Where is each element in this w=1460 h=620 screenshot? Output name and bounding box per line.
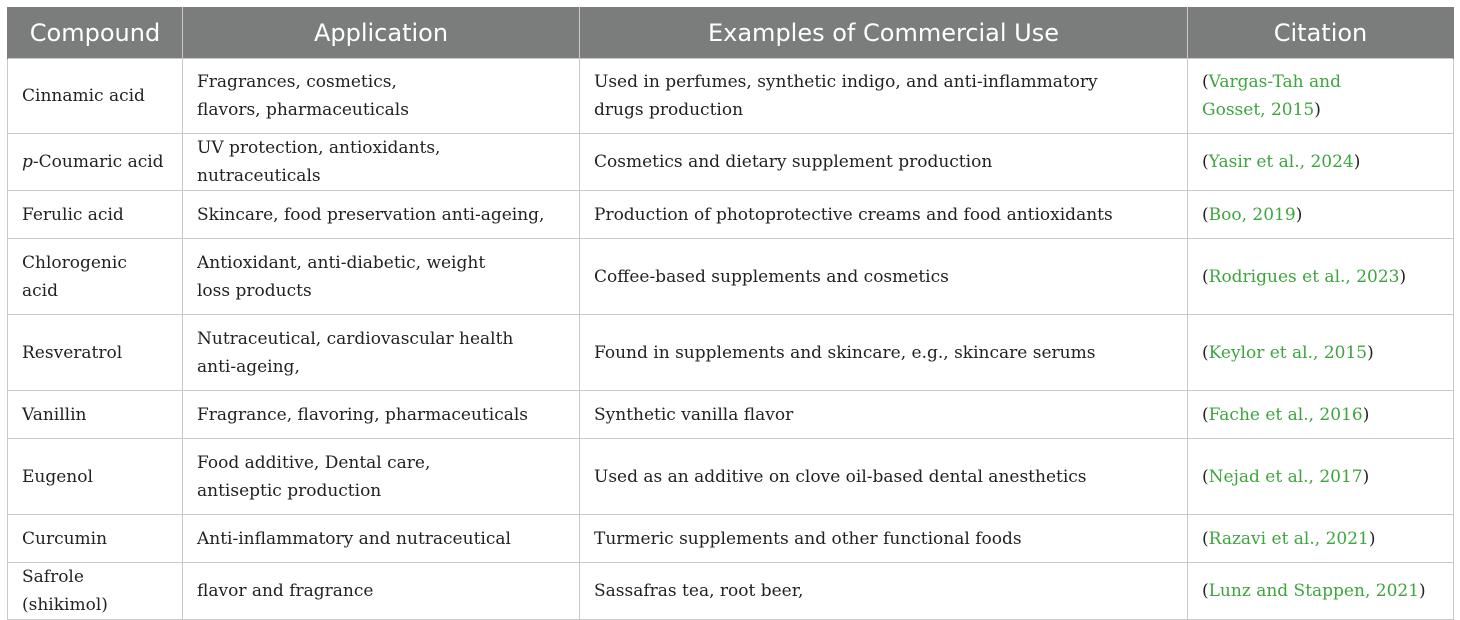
cell-citation: (Keylor et al., 2015): [1188, 315, 1454, 391]
cell-examples: Used as an additive on clove oil-based dental anesthetics: [580, 439, 1188, 515]
compound-name: Safrole (shikimol): [22, 567, 108, 615]
cell-application: flavor and fragrance: [183, 563, 580, 620]
cell-examples: Used in perfumes, synthetic indigo, and anti-inflammatory drugs production: [580, 59, 1188, 134]
compound-name: Curcumin: [22, 528, 108, 549]
header-examples: Examples of Commercial Use: [580, 7, 1188, 59]
cell-citation: (Lunz and Stappen, 2021): [1188, 563, 1454, 620]
cell-examples: Cosmetics and dietary supplement production: [580, 134, 1188, 191]
citation-link[interactable]: Razavi et al., 2021: [1208, 528, 1369, 549]
header-application: Application: [183, 7, 580, 59]
cell-compound: [8, 439, 183, 515]
compound-name: Ferulic acid: [22, 204, 124, 225]
compound-prefix: p: [22, 152, 33, 172]
cell-examples: Sassafras tea, root beer,: [580, 563, 1188, 620]
cell-application: Fragrance, flavoring, pharmaceuticals: [183, 391, 580, 439]
cell-application: UV protection, antioxidants, nutraceuticals: [183, 134, 580, 191]
cell-examples: Production of photoprotective creams and food antioxidants: [580, 191, 1188, 239]
table-row: [8, 191, 1454, 239]
cell-compound: [8, 239, 183, 315]
cell-compound: [8, 191, 183, 239]
table-row: [8, 391, 1454, 439]
cell-compound: [8, 315, 183, 391]
cell-citation: (Rodrigues et al., 2023): [1188, 239, 1454, 315]
compound-applications-table: [7, 7, 1454, 620]
citation-link[interactable]: Nejad et al., 2017: [1208, 466, 1363, 487]
citation-link[interactable]: Fache et al., 2016: [1208, 404, 1363, 425]
header-compound: Compound: [8, 7, 183, 59]
citation-link[interactable]: Rodrigues et al., 2023: [1208, 266, 1400, 287]
cell-citation: (Fache et al., 2016): [1188, 391, 1454, 439]
cell-citation: (Nejad et al., 2017): [1188, 439, 1454, 515]
cell-examples: Found in supplements and skincare, e.g., skincare serums: [580, 315, 1188, 391]
table-body: [8, 59, 1454, 620]
citation-link[interactable]: Vargas-Tah and Gosset, 2015: [1202, 72, 1341, 120]
compound-name: Resveratrol: [22, 342, 123, 363]
compound-name: Cinnamic acid: [22, 86, 145, 106]
citation-link[interactable]: Lunz and Stappen, 2021: [1208, 581, 1420, 601]
cell-application: Anti-inflammatory and nutraceutical: [183, 515, 580, 563]
table-header-row: [8, 7, 1454, 59]
cell-examples: Synthetic vanilla flavor: [580, 391, 1188, 439]
compound-table-container: [7, 7, 1453, 620]
cell-compound: [8, 59, 183, 134]
cell-compound: [8, 563, 183, 620]
header-citation: Citation: [1188, 7, 1454, 59]
table-row: [8, 515, 1454, 563]
compound-name: Eugenol: [22, 466, 93, 487]
table-row: [8, 439, 1454, 515]
compound-name: Chlorogenic acid: [22, 252, 127, 301]
table-row: [8, 315, 1454, 391]
cell-application: Food additive, Dental care, antiseptic production: [183, 439, 580, 515]
cell-compound: [8, 391, 183, 439]
cell-compound: [8, 134, 183, 191]
cell-citation: (Boo, 2019): [1188, 191, 1454, 239]
cell-application: Fragrances, cosmetics, flavors, pharmaceuticals: [183, 59, 580, 134]
cell-application: Nutraceutical, cardiovascular health anti-ageing,: [183, 315, 580, 391]
cell-citation: (Razavi et al., 2021): [1188, 515, 1454, 563]
cell-application: Skincare, food preservation anti-ageing,: [183, 191, 580, 239]
cell-application: Antioxidant, anti-diabetic, weight loss products: [183, 239, 580, 315]
table-row: [8, 239, 1454, 315]
citation-link[interactable]: Yasir et al., 2024: [1208, 152, 1354, 172]
table-row: [8, 134, 1454, 191]
table-row: [8, 59, 1454, 134]
cell-examples: Turmeric supplements and other functional foods: [580, 515, 1188, 563]
compound-name: Vanillin: [22, 404, 87, 425]
citation-link[interactable]: Boo, 2019: [1208, 204, 1296, 225]
cell-compound: [8, 515, 183, 563]
cell-citation: (Yasir et al., 2024): [1188, 134, 1454, 191]
cell-examples: Coffee-based supplements and cosmetics: [580, 239, 1188, 315]
table-row: [8, 563, 1454, 620]
cell-citation: (Vargas-Tah and Gosset, 2015): [1188, 59, 1454, 134]
compound-name: -Coumaric acid: [32, 152, 164, 172]
citation-link[interactable]: Keylor et al., 2015: [1208, 342, 1368, 363]
